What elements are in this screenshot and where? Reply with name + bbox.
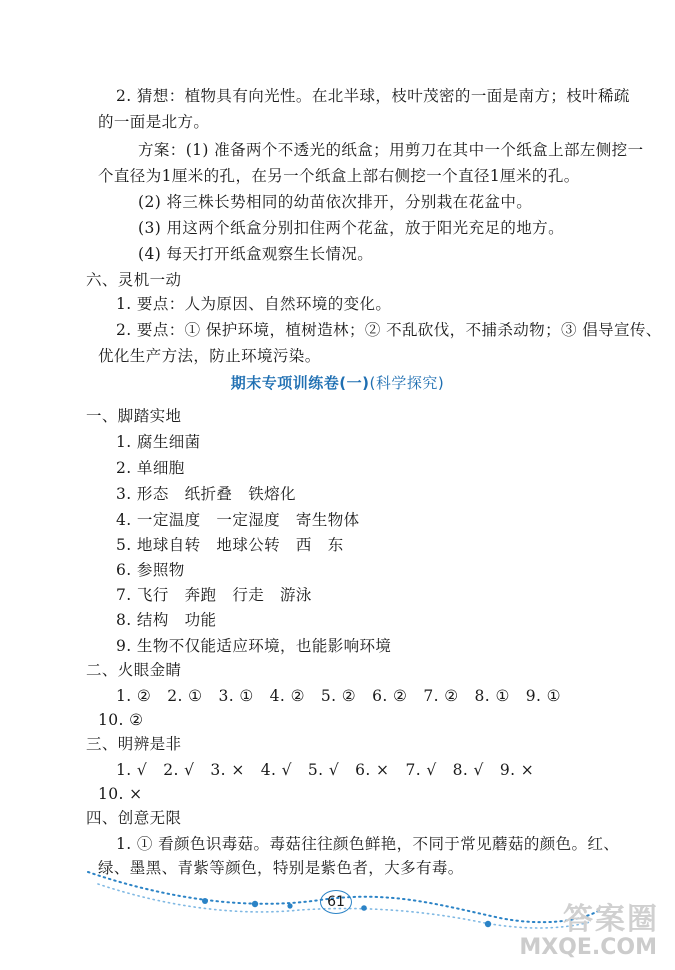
exam-title-sub: (科学探究) (369, 374, 445, 392)
answer: 6. × (355, 761, 390, 779)
section-1-item: 3. 形态 纸折叠 铁熔化 (116, 485, 296, 503)
plan-step-2: (2) 将三株长势相同的幼苗依次排开，分别栽在花盆中。 (138, 193, 533, 211)
plan-line-cont: 个直径为1厘米的孔，在另一个纸盒上部右侧挖一个直径1厘米的孔。 (98, 167, 580, 185)
answer: 4. √ (260, 761, 292, 779)
answer: 3. × (210, 761, 245, 779)
answer: 6. ② (372, 687, 408, 705)
answer: 7. √ (405, 761, 437, 779)
answer: 1. √ (116, 761, 148, 779)
section-1-item: 8. 结构 功能 (116, 611, 217, 629)
section-1-item: 5. 地球自转 地球公转 西 东 (116, 536, 344, 554)
answer: 1. ② (116, 687, 152, 705)
section-1-item: 9. 生物不仅能适应环境，也能影响环境 (116, 637, 392, 655)
section-1-item: 6. 参照物 (116, 561, 185, 579)
section-2-last: 10. ② (98, 711, 144, 729)
section-3-last: 10. × (98, 785, 143, 803)
section-6-item-1: 1. 要点：人为原因、自然环境的变化。 (116, 295, 392, 313)
answer: 9. × (499, 761, 535, 779)
plan-line: 方案：(1) 准备两个不透光的纸盒；用剪刀在其中一个纸盒上部左侧挖一 (138, 141, 644, 159)
section-2-title: 二、火眼金睛 (86, 661, 182, 679)
answer: 5. √ (307, 761, 340, 779)
section-1-item: 7. 飞行 奔跑 行走 游泳 (116, 586, 312, 604)
page-number: 61 (320, 890, 352, 914)
answer: 9. ① (525, 687, 561, 705)
section-3-answers (116, 760, 534, 780)
section-1-item: 2. 单细胞 (116, 459, 185, 477)
section-4-item-1: 1. ① 看颜色识毒菇。毒菇往往颜色鲜艳，不同于常见蘑菇的颜色。红、 (116, 835, 620, 853)
exam-title (0, 372, 675, 393)
section-4-title: 四、创意无限 (86, 809, 182, 827)
answer: 8. ① (474, 687, 510, 705)
answer: 4. ② (269, 687, 305, 705)
answer: 3. ① (218, 687, 254, 705)
section-1-title: 一、脚踏实地 (86, 407, 182, 425)
section-6-title: 六、灵机一动 (86, 271, 182, 289)
section-2-answers (116, 686, 561, 706)
watermark-url: MXQE.COM (519, 935, 657, 960)
watermark-text: 答案圈 (563, 902, 659, 937)
answer: 7. ② (423, 687, 459, 705)
answer: 2. √ (163, 761, 195, 779)
guess-line-cont: 的一面是北方。 (98, 113, 210, 131)
answer: 8. √ (452, 761, 484, 779)
section-1-item: 4. 一定温度 一定湿度 寄生物体 (116, 511, 360, 529)
section-6-item-2-cont: 优化生产方法，防止环境污染。 (98, 347, 321, 365)
section-1-item: 1. 腐生细菌 (116, 433, 201, 451)
section-6-item-2: 2. 要点：① 保护环境，植树造林；② 不乱砍伐，不捕杀动物；③ 倡导宣传、 (116, 321, 662, 339)
exam-title-main: 期末专项训练卷(一) (230, 374, 370, 392)
guess-line: 2. 猜想：植物具有向光性。在北半球，枝叶茂密的一面是南方；枝叶稀疏 (116, 87, 630, 105)
section-3-title: 三、明辨是非 (86, 735, 182, 753)
section-4-item-1-cont: 绿、墨黑、青紫等颜色，特别是紫色者，大多有毒。 (98, 859, 464, 877)
watermark-logo (515, 892, 665, 962)
plan-step-4: (4) 每天打开纸盒观察生长情况。 (138, 245, 374, 263)
answer: 2. ① (167, 687, 203, 705)
answer: 5. ② (320, 687, 357, 705)
plan-step-3: (3) 用这两个纸盒分别扣住两个花盆，放于阳光充足的地方。 (138, 219, 564, 237)
